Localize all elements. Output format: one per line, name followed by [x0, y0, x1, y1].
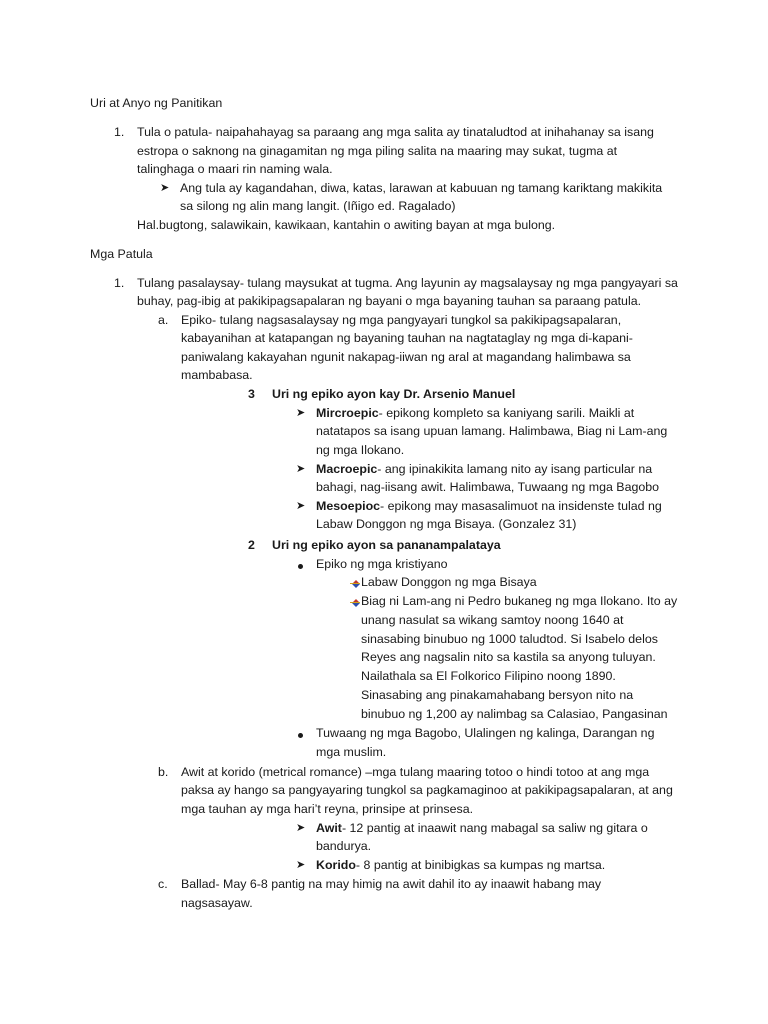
- definition-line: Mircroepic- epikong kompleto sa kaniyang sarili. Maikli at: [316, 406, 635, 420]
- paragraph-line: nagsasayaw.: [181, 896, 253, 910]
- sub-heading: Uri ng epiko ayon kay Dr. Arsenio Manuel: [272, 387, 516, 401]
- definition-line: Awit- 12 pantig at inaawit nang mabagal sa saliw ng gitara o: [316, 821, 648, 835]
- paragraph-line: talinghaga o maari rin naming wala.: [137, 162, 333, 176]
- paragraph-line: mambabasa.: [181, 368, 253, 382]
- definition-line: Macroepic- ang ipinakikita lamang nito ay isang particular na: [316, 462, 653, 476]
- bullet-line: binubuo ng 1,200 ay nalimbag sa Calasiao, Pangasinan: [361, 707, 668, 721]
- list-number: 1.: [114, 125, 125, 139]
- paragraph-line: buhay, pag-ibig at pakikipagsapalaran ng bayani o mga bayaning tauhan sa paraang patula.: [137, 294, 642, 308]
- paragraph-line: mga tauhan ay mga hari’t reyna, prinsipe at prinsesa.: [181, 802, 474, 816]
- paragraph-line: kabayanihan at katapangan ng bayaning tauhan na nagtataglay ng mga di-kapani-: [181, 331, 633, 345]
- paragraph-line: Awit at korido (metrical romance) –mga tulang maaring totoo o hindi totoo at ang mga: [181, 765, 650, 779]
- arrow-bullet-icon: ➤: [296, 463, 306, 475]
- paragraph-line: Tula o patula- naipahahayag sa paraang ang mga salita ay tinataludtod at inihahanay sa isang: [137, 125, 654, 139]
- sub-number: 3: [248, 387, 255, 401]
- arrow-bullet-icon: ➤: [296, 407, 306, 419]
- bullet-line: Biag ni Lam-ang ni Pedro bukaneg ng mga Ilokano. Ito ay: [361, 594, 678, 608]
- definition-line: natatapos sa isang upuan lamang. Halimbawa, Biag ni Lam-ang: [316, 424, 668, 438]
- bullet-line: unang nasulat sa wikang samtoy noong 1640 at: [361, 613, 624, 627]
- bullet-line: Tuwaang ng mga Bagobo, Ulalingen ng kalinga, Darangan ng: [316, 726, 655, 740]
- list-number: 1.: [114, 276, 125, 290]
- example-line: Hal.bugtong, salawikain, kawikaan, kantahin o awiting bayan at mga bulong.: [137, 218, 556, 232]
- definition-line: Mesoepioc- epikong may masasalimuot na insidenste tulad ng: [316, 499, 662, 513]
- paragraph-line: paniwalang kakayahan ngunit nakapag-iiwan ng aral at magandang halimbawa sa: [181, 350, 631, 364]
- page-title: Uri at Anyo ng Panitikan: [90, 96, 223, 110]
- paragraph-line: Epiko- tulang nagsasalaysay ng mga pangyayari tungkol sa pakikipagsapalaran,: [181, 313, 622, 327]
- arrow-bullet-icon: ➤: [296, 822, 306, 834]
- bullet-line: Labaw Donggon ng mga Bisaya: [361, 575, 537, 589]
- bullet-line: Reyes ang nagsalin nito sa kastila sa anyong tuluyan.: [361, 650, 656, 664]
- arrow-bullet-icon: ➤: [160, 182, 170, 194]
- definition-line: bahagi, nag-iisang awit. Halimbawa, Tuwaang ng mga Bagobo: [316, 480, 660, 494]
- bullet-line: mga muslim.: [316, 745, 387, 759]
- paragraph-line: paksa ay hango sa pangyayaring tungkol sa pagkamaginoo at pakikipagsapalaran, at ang: [181, 783, 673, 797]
- bullet-line: Sinasabing ang pinakamahabang bersyon nito na: [361, 688, 634, 702]
- arrow-bullet-icon: ➤: [296, 859, 306, 871]
- paragraph-line: Tulang pasalaysay- tulang maysukat at tugma. Ang layunin ay magsalaysay ng mga pangyayari sa: [137, 276, 678, 290]
- list-letter: c.: [158, 877, 168, 891]
- list-letter: b.: [158, 765, 169, 779]
- paragraph-line: Ballad- May 6-8 pantig na may himig na awit dahil ito ay inaawit habang may: [181, 877, 602, 891]
- bullet-line: sinasabing binubuo ng 1000 taludtod. Si Isabelo delos: [361, 632, 658, 646]
- definition-line: Labaw Donggon ng mga Bisaya. (Gonzalez 31): [316, 517, 577, 531]
- bullet-line: Epiko ng mga kristiyano: [316, 557, 448, 571]
- definition-line: Korido- 8 pantig at binibigkas sa kumpas ng martsa.: [316, 858, 606, 872]
- sub-number: 2: [248, 538, 255, 552]
- diamond-bullet-icon: [350, 597, 360, 607]
- section-heading: Mga Patula: [90, 247, 153, 261]
- bullet-dot-icon: [298, 733, 303, 738]
- diamond-bullet-icon: [350, 578, 360, 588]
- definition-line: bandurya.: [316, 839, 372, 853]
- paragraph-line: estropa o saknong na ginagamitan ng mga piling salita na maaring may sukat, tugma at: [137, 144, 618, 158]
- bullet-dot-icon: [298, 564, 303, 569]
- sub-heading: Uri ng epiko ayon sa pananampalataya: [272, 538, 501, 552]
- definition-line: ng mga Ilokano.: [316, 443, 405, 457]
- bullet-line: Ang tula ay kagandahan, diwa, katas, larawan at kabuuan ng tamang kariktang makikita: [180, 181, 663, 195]
- bullet-line: Nailathala sa El Folkorico Filipino noong 1890.: [361, 669, 616, 683]
- list-letter: a.: [158, 313, 169, 327]
- bullet-line: sa silong ng alin mang langit. (Iñigo ed. Ragalado): [180, 199, 456, 213]
- arrow-bullet-icon: ➤: [296, 500, 306, 512]
